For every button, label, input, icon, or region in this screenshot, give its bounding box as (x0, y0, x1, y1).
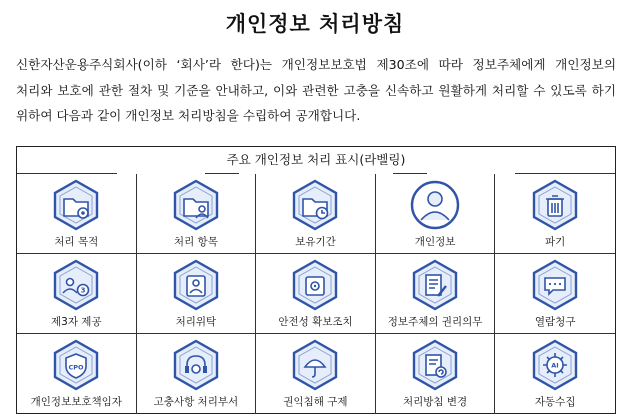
label-text: 고충사항 처리부서 (153, 396, 239, 408)
label-cell (256, 334, 376, 414)
label-text: 처리 목적 (54, 236, 99, 248)
label-cell (376, 174, 496, 254)
page-title: 개인정보 처리방침 (225, 12, 405, 36)
label-cell (495, 174, 615, 254)
label-text: 파기 (545, 236, 566, 248)
intro-paragraph: 신한자산운용주식회사(이하 ‘회사’라 한다)는 개인정보보호법 제30조에 따라 정보주체에게 개인정보의 처리와 보호에 관한 절차 및 기준을 안내하고, 이와 관련한 고충을 신속하고 원활하게 처리할 수 있도록 하기 위하여 다음과 같이 개인정보 처리방침을 수립하여 공개합니다. (16, 57, 616, 123)
folder-person-icon (169, 178, 223, 232)
label-text: 자동수집 (534, 396, 576, 408)
outsourcing-icon (169, 258, 223, 312)
label-cell (137, 334, 257, 414)
icon-text: CPO (68, 363, 84, 372)
label-cell (17, 334, 137, 414)
label-text: 처리위탁 (175, 316, 217, 328)
label-cell (17, 174, 137, 254)
label-text: 처리 항목 (173, 236, 218, 248)
label-cell (495, 254, 615, 334)
document-pen-icon (408, 258, 462, 312)
folder-gear-icon (49, 178, 103, 232)
safe-lock-icon (288, 258, 342, 312)
label-cell (256, 254, 376, 334)
label-cell (376, 254, 496, 334)
label-cell (137, 254, 257, 334)
umbrella-shield-icon (288, 338, 342, 392)
label-text: 열람청구 (534, 316, 576, 328)
cpo-badge-icon (49, 338, 103, 392)
label-text: 보유기간 (295, 236, 336, 248)
label-text: 개인정보 (414, 236, 456, 248)
third-party-icon (49, 258, 103, 312)
label-text: 안전성 확보조치 (278, 316, 353, 328)
chat-request-icon (528, 258, 582, 312)
label-text: 처리방침 변경 (402, 396, 468, 408)
label-cell (17, 254, 137, 334)
gear-ai-icon (528, 338, 582, 392)
person-profile-icon (408, 178, 462, 232)
icon-text: AI (551, 361, 559, 370)
label-text: 정보주체의 권리의무 (387, 316, 483, 328)
label-text: 제3자 제공 (51, 316, 102, 328)
label-cell (256, 174, 376, 254)
labeling-heading: 주요 개인정보 처리 표시(라벨링) (226, 152, 406, 167)
label-cell (137, 174, 257, 254)
label-text: 개인정보보호책임자 (30, 396, 122, 408)
label-cell (495, 334, 615, 414)
headset-icon (169, 338, 223, 392)
document-refresh-icon (408, 338, 462, 392)
trash-icon (528, 178, 582, 232)
label-cell (376, 334, 496, 414)
labeling-table (16, 146, 616, 414)
icon-text: 3 (80, 286, 86, 295)
folder-clock-icon (288, 178, 342, 232)
label-text: 권익침해 구제 (283, 396, 348, 408)
